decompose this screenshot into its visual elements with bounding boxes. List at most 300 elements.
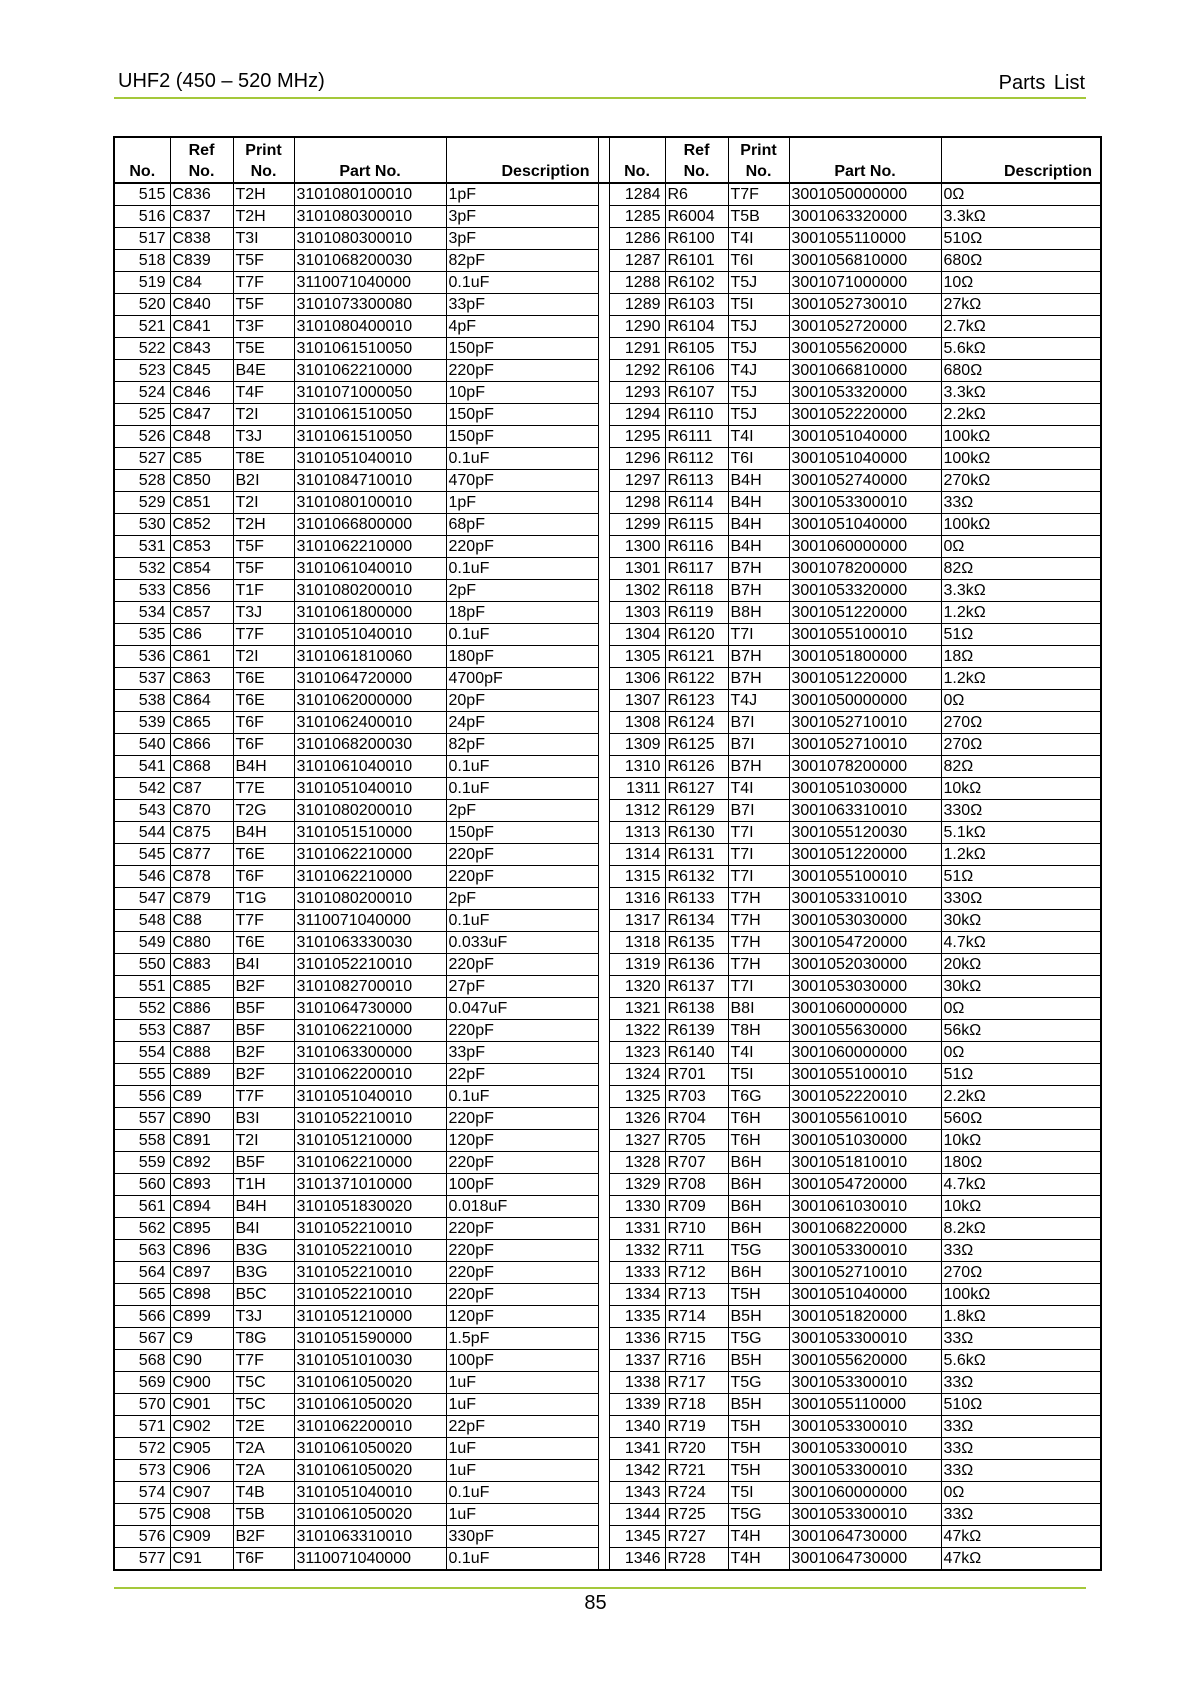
cell-ref-no: C901 xyxy=(170,1394,233,1416)
cell-print-no: B5F xyxy=(233,1152,294,1174)
cell-part-no: 3001064730000 xyxy=(789,1526,941,1548)
cell-print-no: T6H xyxy=(728,1130,789,1152)
cell-print-no: T7H xyxy=(728,954,789,976)
cell-description: 0.1uF xyxy=(446,1482,598,1504)
cell-print-no: T4I xyxy=(728,228,789,250)
cell-description: 150pF xyxy=(446,404,598,426)
cell-description: 0Ω xyxy=(941,1042,1101,1064)
cell-description: 2pF xyxy=(446,800,598,822)
column-gap xyxy=(598,778,609,800)
cell-part-no: 3001052220010 xyxy=(789,1086,941,1108)
cell-part-no: 3001050000000 xyxy=(789,183,941,206)
cell-ref-no: R6132 xyxy=(665,866,728,888)
cell-ref-no: R6124 xyxy=(665,712,728,734)
cell-part-no: 3001053300010 xyxy=(789,1372,941,1394)
cell-no: 542 xyxy=(114,778,170,800)
cell-no: 1340 xyxy=(609,1416,665,1438)
cell-print-no: T4B xyxy=(233,1482,294,1504)
column-gap xyxy=(598,712,609,734)
cell-description: 33Ω xyxy=(941,1504,1101,1526)
cell-ref-no: R6104 xyxy=(665,316,728,338)
cell-description: 0.1uF xyxy=(446,624,598,646)
cell-ref-no: R725 xyxy=(665,1504,728,1526)
cell-part-no: 3001053320000 xyxy=(789,382,941,404)
cell-no: 1301 xyxy=(609,558,665,580)
cell-part-no: 3001055110000 xyxy=(789,1394,941,1416)
cell-no: 556 xyxy=(114,1086,170,1108)
cell-part-no: 3101080100010 xyxy=(294,183,446,206)
cell-description: 220pF xyxy=(446,1152,598,1174)
column-gap xyxy=(598,1482,609,1504)
cell-description: 22pF xyxy=(446,1416,598,1438)
cell-no: 528 xyxy=(114,470,170,492)
column-gap xyxy=(598,1174,609,1196)
table-row xyxy=(114,822,1101,844)
table-row xyxy=(114,624,1101,646)
col-header-print-no: Print No. xyxy=(728,137,789,183)
cell-print-no: T2G xyxy=(233,800,294,822)
cell-description: 5.1kΩ xyxy=(941,822,1101,844)
cell-no: 1329 xyxy=(609,1174,665,1196)
cell-ref-no: R701 xyxy=(665,1064,728,1086)
cell-part-no: 3001051810010 xyxy=(789,1152,941,1174)
cell-no: 1295 xyxy=(609,426,665,448)
cell-ref-no: R6110 xyxy=(665,404,728,426)
cell-no: 1291 xyxy=(609,338,665,360)
cell-print-no: B5H xyxy=(728,1394,789,1416)
cell-part-no: 3101051510000 xyxy=(294,822,446,844)
cell-no: 558 xyxy=(114,1130,170,1152)
cell-part-no: 3101061510050 xyxy=(294,404,446,426)
cell-print-no: T5H xyxy=(728,1460,789,1482)
cell-no: 1315 xyxy=(609,866,665,888)
table-row xyxy=(114,316,1101,338)
column-gap xyxy=(598,910,609,932)
col-header-ref-no: Ref No. xyxy=(170,137,233,183)
cell-no: 1316 xyxy=(609,888,665,910)
cell-print-no: B2F xyxy=(233,1064,294,1086)
table-row xyxy=(114,910,1101,932)
cell-ref-no: R708 xyxy=(665,1174,728,1196)
cell-part-no: 3001054720000 xyxy=(789,1174,941,1196)
cell-part-no: 3001053300010 xyxy=(789,1240,941,1262)
cell-no: 1307 xyxy=(609,690,665,712)
cell-part-no: 3101061800000 xyxy=(294,602,446,624)
column-gap xyxy=(598,1548,609,1571)
cell-ref-no: C843 xyxy=(170,338,233,360)
cell-print-no: T5C xyxy=(233,1372,294,1394)
cell-ref-no: C880 xyxy=(170,932,233,954)
cell-print-no: B4H xyxy=(728,470,789,492)
cell-part-no: 3001053300010 xyxy=(789,1460,941,1482)
cell-ref-no: R6105 xyxy=(665,338,728,360)
cell-part-no: 3001051820000 xyxy=(789,1306,941,1328)
cell-ref-no: R6106 xyxy=(665,360,728,382)
column-gap xyxy=(598,228,609,250)
cell-print-no: B7H xyxy=(728,558,789,580)
cell-part-no: 3101063300000 xyxy=(294,1042,446,1064)
column-gap xyxy=(598,1284,609,1306)
column-gap xyxy=(598,1328,609,1350)
cell-no: 569 xyxy=(114,1372,170,1394)
cell-ref-no: C840 xyxy=(170,294,233,316)
column-gap xyxy=(598,272,609,294)
cell-part-no: 3001055620000 xyxy=(789,338,941,360)
cell-no: 574 xyxy=(114,1482,170,1504)
cell-print-no: B4I xyxy=(233,1218,294,1240)
table-row xyxy=(114,998,1101,1020)
column-gap xyxy=(598,1108,609,1130)
cell-ref-no: C906 xyxy=(170,1460,233,1482)
cell-no: 566 xyxy=(114,1306,170,1328)
cell-no: 1333 xyxy=(609,1262,665,1284)
cell-ref-no: C846 xyxy=(170,382,233,404)
cell-description: 0.1uF xyxy=(446,778,598,800)
cell-ref-no: R709 xyxy=(665,1196,728,1218)
cell-ref-no: R6140 xyxy=(665,1042,728,1064)
cell-description: 150pF xyxy=(446,822,598,844)
column-gap xyxy=(598,932,609,954)
cell-part-no: 3001068220000 xyxy=(789,1218,941,1240)
cell-description: 330Ω xyxy=(941,800,1101,822)
cell-description: 180Ω xyxy=(941,1152,1101,1174)
cell-part-no: 3001051030000 xyxy=(789,778,941,800)
cell-ref-no: C892 xyxy=(170,1152,233,1174)
cell-no: 522 xyxy=(114,338,170,360)
cell-ref-no: C899 xyxy=(170,1306,233,1328)
cell-print-no: B2I xyxy=(233,470,294,492)
cell-ref-no: C852 xyxy=(170,514,233,536)
cell-ref-no: R707 xyxy=(665,1152,728,1174)
cell-ref-no: C868 xyxy=(170,756,233,778)
table-row xyxy=(114,404,1101,426)
cell-description: 10kΩ xyxy=(941,1130,1101,1152)
document-title: UHF2 (450 – 520 MHz) xyxy=(118,70,325,92)
cell-part-no: 3101061050020 xyxy=(294,1438,446,1460)
cell-ref-no: C863 xyxy=(170,668,233,690)
cell-no: 1286 xyxy=(609,228,665,250)
table-row xyxy=(114,1086,1101,1108)
cell-no: 570 xyxy=(114,1394,170,1416)
cell-print-no: T2H xyxy=(233,206,294,228)
cell-ref-no: C848 xyxy=(170,426,233,448)
column-gap xyxy=(598,1262,609,1284)
cell-description: 0Ω xyxy=(941,536,1101,558)
cell-ref-no: C893 xyxy=(170,1174,233,1196)
cell-ref-no: R6135 xyxy=(665,932,728,954)
cell-part-no: 3101080300010 xyxy=(294,228,446,250)
cell-print-no: T2H xyxy=(233,183,294,206)
table-row xyxy=(114,1416,1101,1438)
cell-no: 1327 xyxy=(609,1130,665,1152)
cell-print-no: T6G xyxy=(728,1086,789,1108)
table-row xyxy=(114,1306,1101,1328)
cell-description: 1uF xyxy=(446,1504,598,1526)
cell-description: 68pF xyxy=(446,514,598,536)
cell-part-no: 3101061040010 xyxy=(294,756,446,778)
cell-no: 551 xyxy=(114,976,170,998)
column-gap xyxy=(598,624,609,646)
column-gap xyxy=(598,954,609,976)
cell-description: 220pF xyxy=(446,866,598,888)
cell-part-no: 3101066800000 xyxy=(294,514,446,536)
cell-no: 1304 xyxy=(609,624,665,646)
cell-description: 22pF xyxy=(446,1064,598,1086)
table-row xyxy=(114,1372,1101,1394)
cell-print-no: T5J xyxy=(728,382,789,404)
cell-print-no: B6H xyxy=(728,1196,789,1218)
column-gap xyxy=(598,844,609,866)
column-gap xyxy=(598,888,609,910)
cell-part-no: 3101051830020 xyxy=(294,1196,446,1218)
column-gap xyxy=(598,1504,609,1526)
cell-no: 1325 xyxy=(609,1086,665,1108)
cell-part-no: 3101051040010 xyxy=(294,1482,446,1504)
cell-print-no: T2I xyxy=(233,492,294,514)
column-gap xyxy=(598,580,609,602)
cell-part-no: 3001051220000 xyxy=(789,668,941,690)
section-title: Parts List xyxy=(998,72,1085,94)
cell-part-no: 3001055100010 xyxy=(789,624,941,646)
column-gap xyxy=(598,1020,609,1042)
column-gap xyxy=(598,1086,609,1108)
cell-ref-no: C850 xyxy=(170,470,233,492)
cell-ref-no: C837 xyxy=(170,206,233,228)
cell-print-no: B2F xyxy=(233,976,294,998)
cell-description: 30kΩ xyxy=(941,910,1101,932)
cell-print-no: T5G xyxy=(728,1504,789,1526)
column-gap xyxy=(598,1416,609,1438)
table-row xyxy=(114,1504,1101,1526)
cell-print-no: T7F xyxy=(233,272,294,294)
cell-ref-no: R6129 xyxy=(665,800,728,822)
table-row xyxy=(114,690,1101,712)
cell-ref-no: R718 xyxy=(665,1394,728,1416)
table-row xyxy=(114,382,1101,404)
cell-ref-no: R724 xyxy=(665,1482,728,1504)
cell-part-no: 3001063310010 xyxy=(789,800,941,822)
cell-no: 519 xyxy=(114,272,170,294)
cell-description: 10kΩ xyxy=(941,778,1101,800)
cell-description: 33Ω xyxy=(941,1240,1101,1262)
cell-print-no: B5F xyxy=(233,998,294,1020)
cell-print-no: B4H xyxy=(233,756,294,778)
cell-print-no: B5H xyxy=(728,1350,789,1372)
table-row xyxy=(114,976,1101,998)
cell-description: 30kΩ xyxy=(941,976,1101,998)
cell-part-no: 3001053300010 xyxy=(789,1416,941,1438)
table-row xyxy=(114,646,1101,668)
cell-no: 1338 xyxy=(609,1372,665,1394)
cell-part-no: 3101084710010 xyxy=(294,470,446,492)
cell-no: 517 xyxy=(114,228,170,250)
cell-part-no: 3110071040000 xyxy=(294,272,446,294)
cell-part-no: 3101051590000 xyxy=(294,1328,446,1350)
cell-no: 1339 xyxy=(609,1394,665,1416)
column-gap xyxy=(598,1042,609,1064)
cell-ref-no: C84 xyxy=(170,272,233,294)
cell-no: 1287 xyxy=(609,250,665,272)
cell-ref-no: R6123 xyxy=(665,690,728,712)
cell-print-no: B6H xyxy=(728,1218,789,1240)
cell-description: 220pF xyxy=(446,1262,598,1284)
column-gap xyxy=(598,470,609,492)
cell-ref-no: C875 xyxy=(170,822,233,844)
cell-print-no: B2F xyxy=(233,1042,294,1064)
cell-no: 1290 xyxy=(609,316,665,338)
column-gap xyxy=(598,1240,609,1262)
table-row xyxy=(114,602,1101,624)
cell-ref-no: R728 xyxy=(665,1548,728,1571)
cell-part-no: 3101063330030 xyxy=(294,932,446,954)
cell-description: 3pF xyxy=(446,206,598,228)
cell-ref-no: C91 xyxy=(170,1548,233,1571)
cell-part-no: 3001052710010 xyxy=(789,734,941,756)
cell-description: 0.1uF xyxy=(446,272,598,294)
table-row xyxy=(114,712,1101,734)
cell-description: 0.047uF xyxy=(446,998,598,1020)
cell-description: 120pF xyxy=(446,1306,598,1328)
cell-description: 270Ω xyxy=(941,1262,1101,1284)
cell-part-no: 3001051040000 xyxy=(789,1284,941,1306)
cell-print-no: T1F xyxy=(233,580,294,602)
cell-no: 1320 xyxy=(609,976,665,998)
table-row xyxy=(114,800,1101,822)
cell-ref-no: R705 xyxy=(665,1130,728,1152)
cell-no: 577 xyxy=(114,1548,170,1571)
cell-part-no: 3001053300010 xyxy=(789,492,941,514)
cell-part-no: 3101052210010 xyxy=(294,1240,446,1262)
cell-no: 1312 xyxy=(609,800,665,822)
cell-part-no: 3001055100010 xyxy=(789,1064,941,1086)
cell-ref-no: R6118 xyxy=(665,580,728,602)
cell-ref-no: R716 xyxy=(665,1350,728,1372)
cell-description: 1.5pF xyxy=(446,1328,598,1350)
cell-part-no: 3001060000000 xyxy=(789,1482,941,1504)
column-gap xyxy=(598,602,609,624)
column-gap xyxy=(598,206,609,228)
cell-print-no: T6E xyxy=(233,690,294,712)
cell-description: 33Ω xyxy=(941,1460,1101,1482)
table-row xyxy=(114,1548,1101,1571)
cell-no: 548 xyxy=(114,910,170,932)
cell-part-no: 3101061050020 xyxy=(294,1504,446,1526)
cell-print-no: T5E xyxy=(233,338,294,360)
cell-print-no: B5H xyxy=(728,1306,789,1328)
cell-description: 47kΩ xyxy=(941,1526,1101,1548)
column-gap xyxy=(598,338,609,360)
cell-part-no: 3101051010030 xyxy=(294,1350,446,1372)
cell-part-no: 3001050000000 xyxy=(789,690,941,712)
table-row xyxy=(114,844,1101,866)
cell-description: 5.6kΩ xyxy=(941,1350,1101,1372)
table-row xyxy=(114,514,1101,536)
cell-no: 537 xyxy=(114,668,170,690)
cell-print-no: T5J xyxy=(728,316,789,338)
cell-print-no: T3J xyxy=(233,602,294,624)
cell-print-no: B3G xyxy=(233,1240,294,1262)
cell-print-no: T6F xyxy=(233,866,294,888)
cell-no: 553 xyxy=(114,1020,170,1042)
table-header-row xyxy=(114,137,1101,183)
cell-no: 533 xyxy=(114,580,170,602)
table-row xyxy=(114,1262,1101,1284)
cell-print-no: B4E xyxy=(233,360,294,382)
cell-no: 1319 xyxy=(609,954,665,976)
cell-part-no: 3101051040010 xyxy=(294,1086,446,1108)
cell-ref-no: C888 xyxy=(170,1042,233,1064)
cell-print-no: T2I xyxy=(233,1130,294,1152)
cell-ref-no: C897 xyxy=(170,1262,233,1284)
cell-ref-no: C870 xyxy=(170,800,233,822)
cell-description: 0Ω xyxy=(941,1482,1101,1504)
cell-ref-no: R6102 xyxy=(665,272,728,294)
cell-ref-no: C861 xyxy=(170,646,233,668)
cell-no: 1337 xyxy=(609,1350,665,1372)
cell-part-no: 3001061030010 xyxy=(789,1196,941,1218)
cell-description: 10pF xyxy=(446,382,598,404)
cell-print-no: B4H xyxy=(233,1196,294,1218)
cell-ref-no: C885 xyxy=(170,976,233,998)
cell-description: 1.2kΩ xyxy=(941,844,1101,866)
cell-no: 515 xyxy=(114,183,170,206)
cell-part-no: 3101371010000 xyxy=(294,1174,446,1196)
cell-print-no: B5C xyxy=(233,1284,294,1306)
cell-part-no: 3101062210000 xyxy=(294,1020,446,1042)
cell-print-no: T4I xyxy=(728,778,789,800)
cell-print-no: T7F xyxy=(233,624,294,646)
cell-ref-no: C856 xyxy=(170,580,233,602)
cell-part-no: 3001053030000 xyxy=(789,910,941,932)
cell-description: 120pF xyxy=(446,1130,598,1152)
cell-part-no: 3101082700010 xyxy=(294,976,446,998)
cell-print-no: T8H xyxy=(728,1020,789,1042)
cell-ref-no: R6139 xyxy=(665,1020,728,1042)
cell-ref-no: R6117 xyxy=(665,558,728,580)
cell-print-no: T4H xyxy=(728,1526,789,1548)
cell-part-no: 3101062210000 xyxy=(294,844,446,866)
cell-part-no: 3001060000000 xyxy=(789,536,941,558)
cell-ref-no: C909 xyxy=(170,1526,233,1548)
cell-part-no: 3101061050020 xyxy=(294,1460,446,1482)
cell-print-no: T8E xyxy=(233,448,294,470)
table-row xyxy=(114,778,1101,800)
page-number: 85 xyxy=(584,1592,607,1614)
cell-description: 1.8kΩ xyxy=(941,1306,1101,1328)
cell-no: 1299 xyxy=(609,514,665,536)
cell-description: 1pF xyxy=(446,183,598,206)
column-gap xyxy=(598,998,609,1020)
cell-description: 150pF xyxy=(446,338,598,360)
column-gap xyxy=(598,1152,609,1174)
table-row xyxy=(114,932,1101,954)
cell-ref-no: C866 xyxy=(170,734,233,756)
cell-no: 518 xyxy=(114,250,170,272)
cell-no: 541 xyxy=(114,756,170,778)
cell-ref-no: R6 xyxy=(665,183,728,206)
cell-print-no: T7F xyxy=(728,183,789,206)
cell-print-no: B8H xyxy=(728,602,789,624)
cell-print-no: T8G xyxy=(233,1328,294,1350)
cell-no: 516 xyxy=(114,206,170,228)
cell-no: 535 xyxy=(114,624,170,646)
cell-ref-no: C905 xyxy=(170,1438,233,1460)
cell-description: 0.1uF xyxy=(446,1548,598,1571)
cell-part-no: 3101073300080 xyxy=(294,294,446,316)
table-row xyxy=(114,294,1101,316)
cell-print-no: B4H xyxy=(728,492,789,514)
cell-description: 33Ω xyxy=(941,1328,1101,1350)
